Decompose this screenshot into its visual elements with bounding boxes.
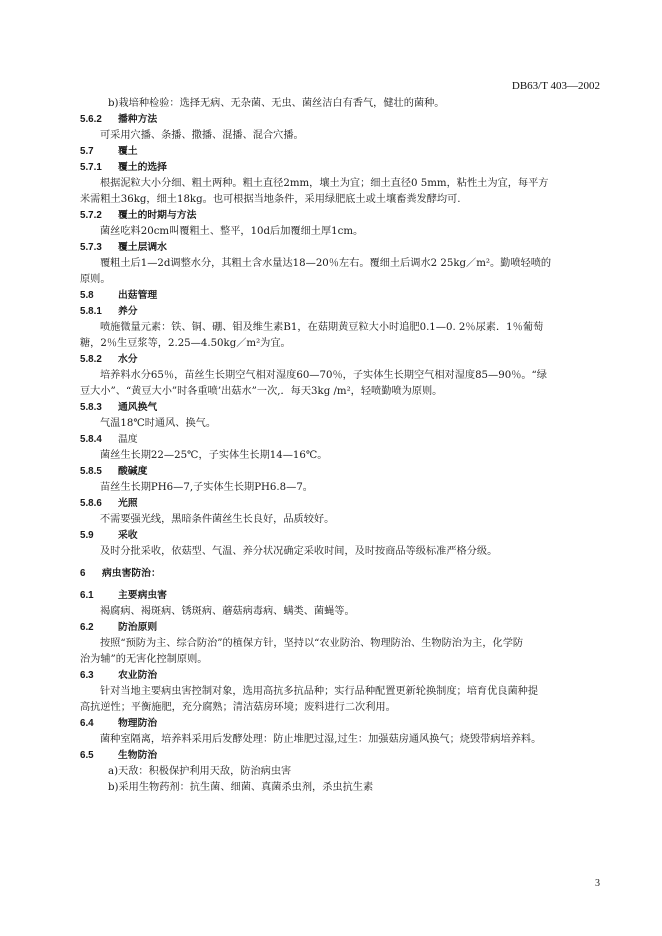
section-heading (80, 304, 600, 320)
section-number: 5.7 (80, 146, 94, 157)
section-number: 5.7.2 (80, 210, 102, 221)
paragraph: 根据泥粒大小分细、粗土两种。粗土直径2mm，壤土为宜；细土直径0 5mm，粘性土为宜，每平方 (100, 178, 549, 189)
section-number: 6.4 (80, 718, 94, 729)
section-title: 覆土的选择 (118, 162, 167, 173)
list-item: b)栽培种检验：选择无病、无杂菌、无虫、菌丝洁白有香气，健壮的菌种。 (108, 98, 445, 109)
list-item: b)采用生物药剂：抗生菌、细菌、真菌杀虫剂，杀虫抗生素 (108, 782, 374, 793)
section-title: 覆土的时期与方法 (118, 210, 197, 221)
paragraph: 菌丝吃料20cm叫覆粗土、整平，10d后加覆细土厚1cm。 (100, 226, 364, 237)
section-title: 病虫害防治： (102, 568, 161, 579)
paragraph: 喷施微量元素：铁、铜、硼、钼及维生素B1，在菇期黄豆粒大小时追肥0.1—0. 2％尿素．1％葡萄 (100, 322, 544, 333)
paragraph: 针对当地主要病虫害控制对象，选用高抗多抗品种；实行品种配置更新轮换制度；培育优良菌种提 (100, 686, 539, 697)
section-number: 5.8.3 (80, 402, 102, 413)
standard-code: DB63/T 403—2002 (511, 80, 600, 92)
section-number: 5.8.2 (80, 354, 102, 365)
section-number: 5.8.5 (80, 466, 102, 477)
section-title: 出菇管理 (118, 290, 158, 301)
section-title: 养分 (118, 306, 138, 317)
paragraph: 气温18℃时通风、换气。 (100, 418, 217, 429)
section-title: 主要病虫害 (118, 590, 167, 601)
section-title: 温度 (118, 434, 138, 445)
paragraph: 苗丝生长期PH6—7,子实体生长期PH6.8—7。 (100, 482, 313, 493)
section-number: 5.7.3 (80, 242, 102, 253)
section-heading (80, 352, 600, 368)
section-heading (80, 112, 600, 128)
section-heading (80, 528, 600, 544)
section-title: 农业防治 (118, 670, 158, 681)
paragraph: 菌种室隔离，培养料采用后发酵处理：防止堆肥过湿,过生：加强菇房通风换气；烧毁带病培养料。 (100, 734, 542, 745)
section-title: 防治原则 (118, 622, 158, 633)
paragraph: 覆粗土后1—2d调整水分，其粗土含水量达18—20％左右。覆细土后调水2 25kg／m²。勤喷轻喷的 (100, 258, 552, 269)
section-number: 5.7.1 (80, 162, 102, 173)
paragraph: 及时分批采收，依菇型、气温、养分状况确定采收时间，及时按商品等级标准严格分级。 (100, 546, 498, 557)
paragraph: 菌丝生长期22—25℃，子实体生长期14—16℃。 (100, 450, 328, 461)
section-number: 6.1 (80, 590, 94, 601)
section-number: 5.9 (80, 530, 94, 541)
section-heading (80, 240, 600, 256)
paragraph-continuation: 豆大小”、“黄豆大小”时各重喷’出菇水”一次,．每天3kg /m²，轻喷勤喷为原则。 (80, 386, 443, 397)
section-number: 6.5 (80, 750, 94, 761)
section-title: 覆土 (118, 146, 138, 157)
section-heading (80, 464, 600, 480)
section-number: 6 (80, 568, 86, 579)
section-heading (80, 144, 600, 160)
section-heading (80, 620, 600, 636)
section-heading (80, 160, 600, 176)
document-body (80, 96, 600, 796)
section-title: 通风换气 (118, 402, 158, 413)
section-number: 5.6.2 (80, 114, 102, 125)
section-title: 播种方法 (118, 114, 158, 125)
section-title: 光照 (118, 498, 138, 509)
paragraph-continuation: 高抗逆性；平衡施肥，充分腐熟；清洁菇房环境；废料进行二次利用。 (80, 702, 396, 713)
section-title: 采收 (118, 530, 138, 541)
section-number: 6.2 (80, 622, 94, 633)
section-number: 6.3 (80, 670, 94, 681)
section-heading (80, 748, 600, 764)
section-heading (80, 566, 600, 582)
section-heading (80, 668, 600, 684)
paragraph-continuation: 米需粗土36kg，细土18kg。也可根据当地条件，采用绿肥底土或土壤畜粪发酵均可. (80, 194, 461, 205)
section-heading (80, 400, 600, 416)
section-number: 5.8.6 (80, 498, 102, 509)
section-heading (80, 716, 600, 732)
page-number: 3 (595, 878, 600, 889)
section-number: 5.8.4 (80, 434, 102, 445)
paragraph-continuation: 原则。 (80, 274, 111, 285)
section-heading (80, 432, 600, 448)
section-heading (80, 496, 600, 512)
paragraph: 按照“预防为主、综合防治”的植保方针，坚持以“农业防治、物理防治、生物防治为主，化学防 (100, 638, 524, 649)
section-number: 5.8.1 (80, 306, 102, 317)
section-heading (80, 588, 600, 604)
paragraph-continuation: 糖，2％生豆浆等，2.25—4.50kg／m²为宜。 (80, 338, 291, 349)
section-heading (80, 208, 600, 224)
paragraph: 可采用穴播、条播、撒播、混播、混合穴播。 (100, 130, 304, 141)
paragraph: 培养料水分65％，苗丝生长期空气相对湿度60—70％，子实体生长期空气相对湿度85—90％。“绿 (100, 370, 547, 381)
paragraph: 褐腐病、褐斑病、锈斑病、蘑菇病毒病、螨类、菌蝇等。 (100, 606, 355, 617)
paragraph: 不需要强光线，黑暗条件菌丝生长良好，品质较好。 (100, 514, 335, 525)
list-item: a)天敌：积极保护利用天敌，防治病虫害 (108, 766, 292, 777)
section-number: 5.8 (80, 290, 94, 301)
section-heading (80, 288, 600, 304)
section-title: 生物防治 (118, 750, 158, 761)
section-title: 物理防治 (118, 718, 158, 729)
section-title: 水分 (118, 354, 138, 365)
section-title: 覆土层调水 (118, 242, 167, 253)
paragraph-continuation: 治为辅”的无害化控制原则。 (80, 654, 208, 665)
section-title: 酸碱度 (118, 466, 148, 477)
